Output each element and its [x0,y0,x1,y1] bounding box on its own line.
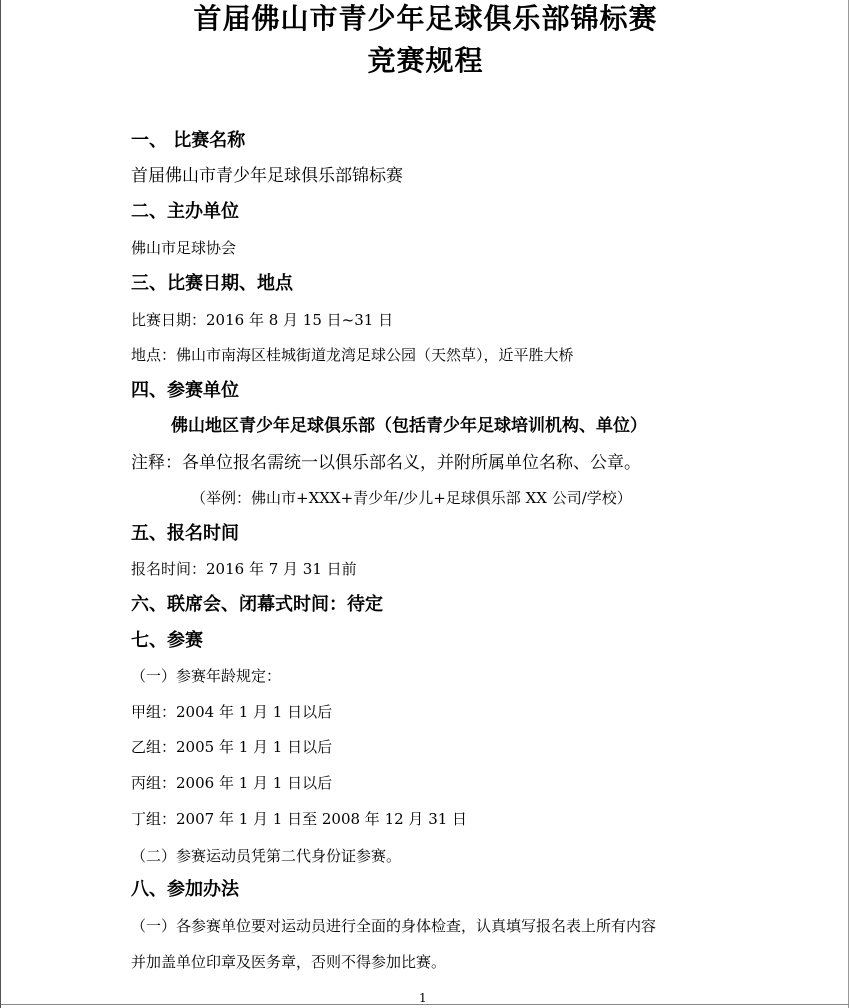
page-bottom-edge [1,1004,849,1005]
section-1-heading: 一、 比赛名称 [131,130,246,151]
section-4-example: （举例：佛山市+XXX+青少年/少儿+足球俱乐部 XX 公司/学校） [191,489,632,507]
page-number: 1 [419,991,427,1005]
section-5-heading: 五、报名时间 [131,523,239,544]
section-8-heading: 八、参加办法 [131,879,239,900]
section-7-group-c: 丙组：2006 年 1 月 1 日以后 [131,774,333,792]
section-7-group-a: 甲组：2004 年 1 月 1 日以后 [131,703,333,721]
section-4-heading: 四、参赛单位 [131,380,239,401]
section-8-line2: 并加盖单位印章及医务章，否则不得参加比赛。 [131,953,447,971]
section-7-group-b: 乙组：2005 年 1 月 1 日以后 [131,738,333,756]
section-7-group-d: 丁组：2007 年 1 月 1 日至 2008 年 12 月 31 日 [131,810,468,828]
section-8-line1: （一）各参赛单位要对运动员进行全面的身体检查，认真填写报名表上所有内容 [131,917,657,935]
document-subtitle: 竞赛规程 [367,44,484,77]
document-title: 首届佛山市青少年足球俱乐部锦标赛 [193,2,658,35]
section-2-heading: 二、主办单位 [131,201,239,222]
section-3-heading: 三、比赛日期、地点 [131,273,293,294]
section-3-date: 比赛日期：2016 年 8 月 15 日~31 日 [131,311,394,329]
section-3-place: 地点：佛山市南海区桂城街道龙湾足球公园（天然草），近平胜大桥 [131,346,574,364]
section-7-heading: 七、参赛 [131,630,203,651]
section-6-heading: 六、联席会、闭幕式时间：待定 [131,594,383,615]
section-4-line1: 佛山地区青少年足球俱乐部（包括青少年足球培训机构、单位） [171,416,647,436]
section-7-age-rule: （一）参赛年龄规定： [131,667,282,685]
section-1-text: 首届佛山市青少年足球俱乐部锦标赛 [131,166,403,186]
section-4-note: 注释：各单位报名需统一以俱乐部名义，并附所属单位名称、公章。 [131,453,641,473]
section-5-text: 报名时间：2016 年 7 月 31 日前 [131,560,357,578]
section-7-id-rule: （二）参赛运动员凭第二代身份证参赛。 [131,847,402,865]
section-2-text: 佛山市足球协会 [131,239,237,257]
